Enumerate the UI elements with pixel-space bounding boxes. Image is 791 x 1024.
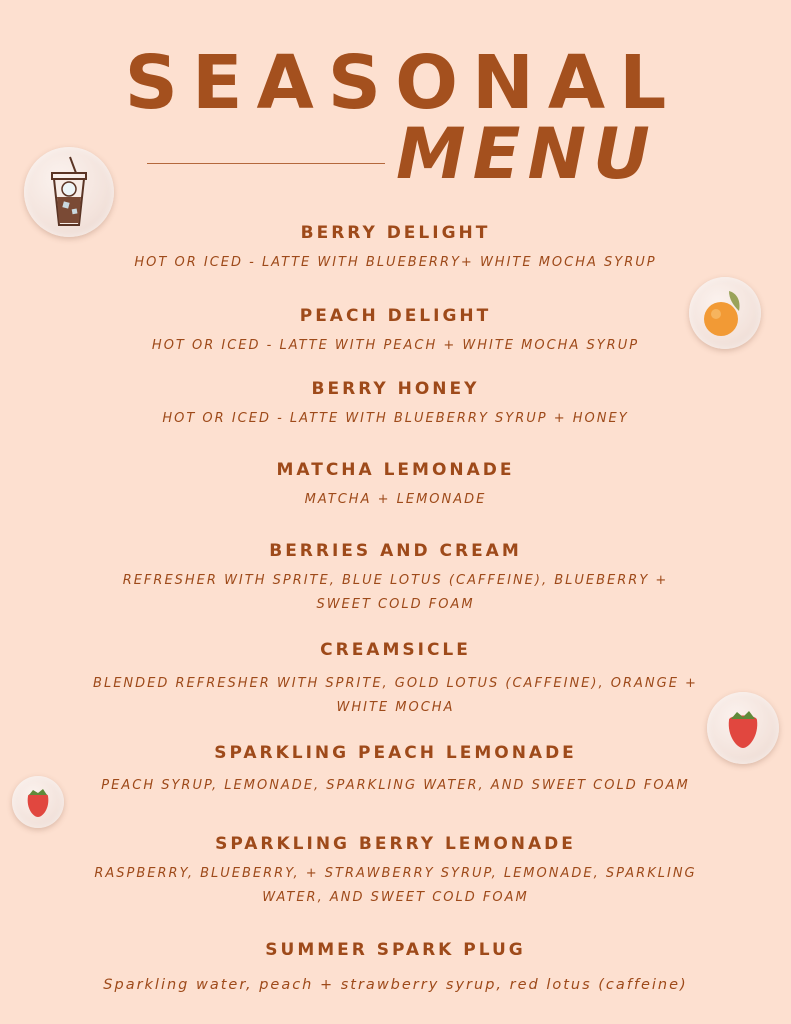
item-name: MATCHA LEMONADE — [276, 460, 515, 480]
item-name: SPARKLING PEACH LEMONADE — [214, 743, 577, 763]
item-name: BERRY HONEY — [311, 379, 480, 399]
menu-item-berry-delight — [0, 222, 791, 275]
item-name: BERRIES AND CREAM — [269, 541, 522, 561]
item-name: SUMMER SPARK PLUG — [265, 940, 526, 960]
menu-item-sparkling-peach-lemonade — [0, 742, 791, 798]
menu-item-summer-spark-plug — [0, 939, 791, 997]
item-name: SPARKLING BERRY LEMONADE — [215, 834, 576, 854]
item-name: BERRY DELIGHT — [300, 223, 491, 243]
item-description: BLENDED REFRESHER WITH SPRITE, GOLD LOTUS (CAFFEINE), ORANGE + WHITE MOCHA — [93, 676, 698, 715]
menu-item-creamsicle — [0, 639, 791, 720]
menu-item-berries-and-cream — [0, 540, 791, 617]
item-description: RASPBERRY, BLUEBERRY, + STRAWBERRY SYRUP, LEMONADE, SPARKLING WATER, AND SWEET COLD FOAM — [94, 866, 697, 905]
item-description: HOT OR ICED - LATTE WITH BLUEBERRY+ WHITE MOCHA SYRUP — [134, 255, 657, 270]
item-name: PEACH DELIGHT — [299, 306, 492, 326]
item-description: HOT OR ICED - LATTE WITH BLUEBERRY SYRUP + HONEY — [162, 411, 629, 426]
item-description: Sparkling water, peach + strawberry syrup, red lotus (caffeine) — [103, 977, 688, 993]
menu-item-sparkling-berry-lemonade — [0, 833, 791, 910]
item-name: CREAMSICLE — [320, 640, 471, 660]
title-divider — [147, 163, 385, 164]
title-menu: MENU — [396, 113, 657, 195]
item-description: HOT OR ICED - LATTE WITH PEACH + WHITE MOCHA SYRUP — [151, 338, 640, 353]
title-seasonal: SEASONAL — [124, 40, 681, 126]
menu-item-matcha-lemonade — [0, 459, 791, 512]
menu-item-peach-delight — [0, 305, 791, 358]
item-description: MATCHA + LEMONADE — [304, 492, 487, 507]
menu-item-berry-honey — [0, 378, 791, 431]
item-description: PEACH SYRUP, LEMONADE, SPARKLING WATER, AND SWEET COLD FOAM — [101, 778, 690, 793]
item-description: REFRESHER WITH SPRITE, BLUE LOTUS (CAFFEINE), BLUEBERRY + SWEET COLD FOAM — [122, 573, 669, 612]
